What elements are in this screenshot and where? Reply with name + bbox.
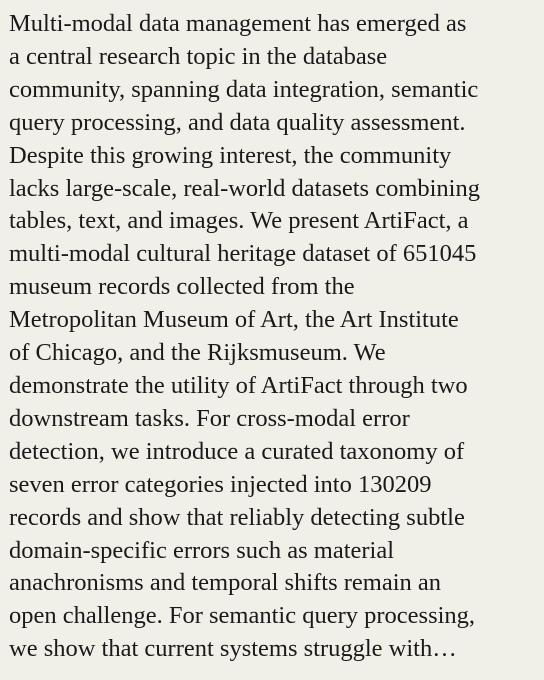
- abstract-line: seven error categories injected into 130209: [9, 470, 432, 498]
- abstract-line: community, spanning data integration, semantic: [9, 75, 479, 103]
- abstract-line: museum records collected from the: [9, 273, 355, 301]
- abstract-line: anachronisms and temporal shifts remain an: [9, 569, 442, 597]
- abstract-text: [9, 8, 543, 666]
- abstract-line: multi-modal cultural heritage dataset of 651045: [9, 240, 477, 268]
- abstract-line: domain-specific errors such as material: [9, 536, 395, 564]
- abstract-line: detection, we introduce a curated taxonomy of: [9, 437, 465, 465]
- abstract-line: of Chicago, and the Rijksmuseum. We: [9, 339, 386, 367]
- abstract-line: Multi-modal data management has emerged as: [9, 10, 467, 37]
- abstract-line: we show that current systems struggle with…: [9, 635, 457, 663]
- abstract-line: records and show that reliably detecting subtle: [9, 503, 465, 531]
- abstract-line: open challenge. For semantic query processing,: [9, 602, 476, 630]
- abstract-line: a central research topic in the database: [9, 42, 388, 70]
- abstract-line: query processing, and data quality assessment.: [9, 108, 466, 136]
- abstract-line: Metropolitan Museum of Art, the Art Institute: [9, 306, 459, 334]
- abstract-line: Despite this growing interest, the community: [9, 141, 452, 169]
- abstract-line: lacks large-scale, real-world datasets combining: [9, 174, 480, 202]
- abstract-line: downstream tasks. For cross-modal error: [9, 404, 410, 432]
- abstract-line: demonstrate the utility of ArtiFact through two: [9, 371, 468, 399]
- abstract-line: tables, text, and images. We present ArtiFact, a: [9, 207, 469, 235]
